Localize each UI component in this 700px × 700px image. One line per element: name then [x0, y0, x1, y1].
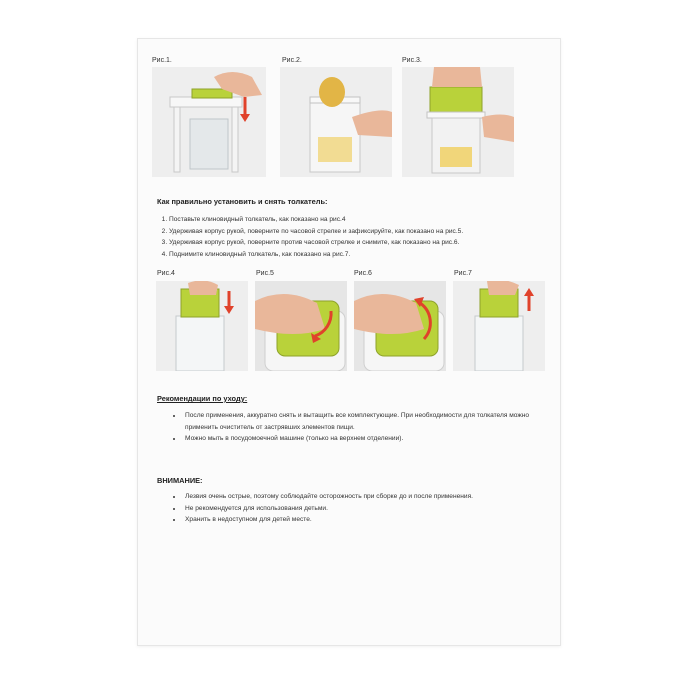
figure-4-photo: [156, 281, 248, 371]
turn-clockwise-illustration: [255, 281, 347, 371]
install-step: 1. Поставьте клиновидный толкатель, как показано на рис.4: [169, 214, 559, 226]
figure-7-caption: Рис.7: [454, 270, 472, 277]
figure-3-caption: Рис.3.: [402, 57, 422, 64]
figure-2-caption: Рис.2.: [282, 57, 302, 64]
potato-on-slicer-illustration: [280, 67, 392, 177]
care-item: • Можно мыть в посудомоечной машине (только на верхнем отделении).: [183, 433, 543, 445]
care-item: • После применения, аккуратно снять и вытащить все комплектующие. При необходимости для толкателя можно применить очиститель от застрявших элементов пищи.: [183, 410, 543, 433]
figure-6-photo: [354, 281, 446, 371]
care-section-title: Рекомендации по уходу:: [157, 394, 248, 403]
turn-counterclockwise-illustration: [354, 281, 446, 371]
insert-pusher-illustration: [156, 281, 248, 371]
slicer-with-pusher-illustration: [152, 67, 266, 177]
lift-pusher-illustration: [453, 281, 545, 371]
warning-item: • Не рекомендуется для использования детьми.: [183, 503, 543, 515]
figure-5-caption: Рис.5: [256, 270, 274, 277]
warning-list: [171, 491, 543, 526]
figure-3-photo: [402, 67, 514, 177]
figure-1-caption: Рис.1.: [152, 57, 172, 64]
care-list: [171, 410, 543, 445]
figure-4-caption: Рис.4: [157, 270, 175, 277]
figure-1-photo: [152, 67, 266, 177]
pushing-down-illustration: [402, 67, 514, 177]
install-step: 4. Поднимите клиновидный толкатель, как показано на рис.7.: [169, 249, 559, 261]
warning-item: • Лезвия очень острые, поэтому соблюдайте осторожность при сборке до и после применения.: [183, 491, 543, 503]
figure-6-caption: Рис.6: [354, 270, 372, 277]
install-section-title: Как правильно установить и снять толкатель:: [157, 197, 328, 206]
install-steps-list: [158, 214, 559, 260]
figure-7-photo: [453, 281, 545, 371]
figure-5-photo: [255, 281, 347, 371]
install-step: 3. Удерживая корпус рукой, поверните против часовой стрелке и снимите, как показано на рис.6.: [169, 237, 559, 249]
warning-section-title: ВНИМАНИЕ:: [157, 476, 203, 485]
warning-item: • Хранить в недоступном для детей месте.: [183, 514, 543, 526]
figure-2-photo: [280, 67, 392, 177]
install-step: 2. Удерживая корпус рукой, поверните по часовой стрелке и зафиксируйте, как показано на рис.5.: [169, 226, 559, 238]
